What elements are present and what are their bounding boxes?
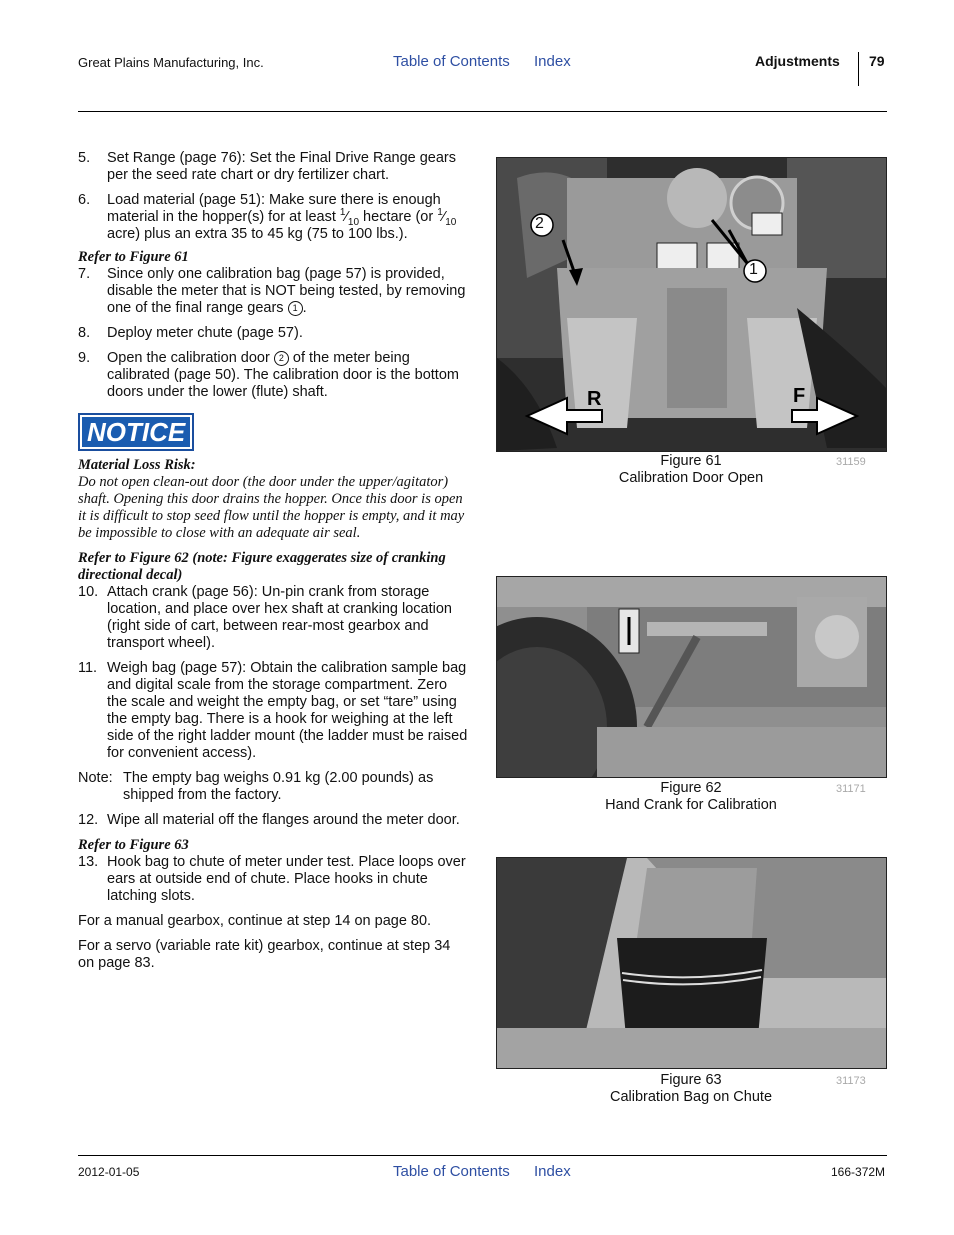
figure-61-caption	[496, 453, 886, 487]
fraction-denominator: 10	[445, 216, 457, 228]
step-number: 5.	[78, 150, 91, 166]
callout-2-label: 2	[535, 215, 544, 232]
section-title: Adjustments	[755, 53, 840, 69]
step-text-end: .	[302, 300, 307, 316]
step-9	[78, 350, 470, 401]
step-text: Since only one calibration bag (page 57) is provided, disable the meter that is NOT being tested, by removing one of the final range gears	[107, 266, 466, 316]
step-number: 10.	[78, 584, 99, 600]
figure-title: Calibration Door Open	[618, 470, 764, 486]
note-label: Note:	[78, 770, 113, 786]
step-13	[78, 854, 470, 905]
figure-id: 31173	[836, 1075, 866, 1087]
footer-rule	[78, 1155, 887, 1156]
figure-title: Calibration Bag on Chute	[609, 1089, 773, 1105]
figure-61-photo	[496, 157, 887, 452]
manual-gearbox-paragraph: For a manual gearbox, continue at step 14 on page 80.	[78, 913, 432, 929]
callout-1-label: 1	[749, 261, 758, 278]
notice-body: Do not open clean-out door (the door under the upper/agitator) shaft. Opening this door drains the hopper. Once this door is open it is difficult to stop seed flow until the hopper is empty, and it may be impossible to close with an adequate air seal.	[78, 474, 465, 541]
figure-label: Figure 62	[660, 780, 722, 796]
step-11	[78, 660, 470, 762]
header-divider	[858, 52, 859, 86]
step-text: Weigh bag (page 57): Obtain the calibration sample bag and digital scale from the storage compartment. Zero the scale and weight the empty bag, or set “tare” using the empty bag. There is a hook for weighing at the left side of the right ladder mount (the ladder must be raised for convenient access).	[107, 660, 468, 761]
figure-id: 31159	[836, 456, 866, 468]
step-text: Wipe all material off the flanges around the meter door.	[107, 812, 460, 828]
step-text: Open the calibration door	[107, 350, 274, 366]
figure-label: Figure 61	[660, 453, 722, 469]
step-8	[78, 325, 470, 342]
servo-gearbox-paragraph: For a servo (variable rate kit) gearbox, continue at step 34 on page 83.	[78, 938, 451, 971]
step-7	[78, 266, 470, 317]
step-number: 6.	[78, 192, 91, 208]
fraction-slash: ⁄	[442, 209, 446, 225]
step-5	[78, 150, 470, 184]
footer-toc-link[interactable]: Table of Contents	[393, 1163, 510, 1180]
notice-badge	[78, 413, 194, 451]
step-text: Load material (page 51): Make sure there is enough material in the hopper(s) for at least	[107, 192, 441, 225]
footer-date: 2012-01-05	[78, 1165, 140, 1179]
step-text: hectare (or	[359, 209, 438, 225]
figure-reference: Refer to Figure 62 (note: Figure exaggerates size of cranking directional decal)	[78, 550, 446, 583]
header-toc-link[interactable]: Table of Contents	[393, 53, 510, 70]
page-number: 79	[869, 53, 885, 69]
step-text: Set Range (page 76): Set the Final Drive Range gears per the seed rate chart or dry fertilizer chart.	[107, 150, 457, 183]
header-index-link[interactable]: Index	[534, 53, 571, 70]
step-text: of the meter being calibrated (page 50). The calibration door is the bottom doors under the lower (flute) shaft.	[107, 350, 459, 400]
figure-63-photo	[496, 857, 887, 1069]
step-number: 12.	[78, 812, 99, 828]
figure-label: Figure 63	[660, 1072, 722, 1088]
note	[78, 770, 470, 804]
step-12	[78, 812, 470, 829]
step-number: 8.	[78, 325, 91, 341]
rear-direction-mark: R	[587, 388, 602, 410]
step-number: 9.	[78, 350, 91, 366]
figure-62-photo	[496, 576, 887, 778]
notice-label: NOTICE	[82, 417, 190, 447]
meter-photo-illustration	[497, 158, 886, 451]
step-number: 11.	[78, 660, 98, 676]
figure-id: 31171	[836, 783, 866, 795]
company-name: Great Plains Manufacturing, Inc.	[78, 55, 264, 70]
front-direction-mark: F	[793, 385, 806, 407]
note-text: The empty bag weighs 0.91 kg (2.00 pounds) as shipped from the factory.	[123, 770, 434, 803]
step-number: 7.	[78, 266, 91, 282]
figure-reference: Refer to Figure 61	[78, 249, 189, 265]
figure-title: Hand Crank for Calibration	[605, 797, 777, 813]
step-text: acre) plus an extra 35 to 45 kg (75 to 100 lbs.).	[107, 226, 408, 242]
step-10	[78, 584, 470, 652]
instructions-column	[78, 150, 470, 980]
crank-photo-illustration	[497, 577, 886, 777]
fraction-numerator: 1	[339, 207, 346, 219]
step-6	[78, 192, 470, 243]
figure-63-caption	[496, 1072, 886, 1106]
figure-62-caption	[496, 780, 886, 814]
callout-marker: 2	[274, 351, 289, 366]
fraction-slash: ⁄	[345, 209, 348, 225]
step-text: Deploy meter chute (page 57).	[107, 325, 303, 341]
footer-doc-number: 166-372M	[831, 1165, 886, 1179]
fraction-numerator: 1	[437, 207, 443, 219]
footer-index-link[interactable]: Index	[534, 1163, 571, 1180]
header-rule	[78, 111, 887, 112]
step-number: 13.	[78, 854, 99, 870]
step-text: Hook bag to chute of meter under test. Place loops over ears at outside end of chute. Place hooks in chute latching slots.	[107, 854, 466, 904]
notice-title: Material Loss Risk:	[78, 457, 196, 473]
callout-marker: 1	[288, 301, 303, 316]
fraction-denominator: 10	[347, 216, 360, 228]
step-text: Attach crank (page 56): Un-pin crank from storage location, and place over hex shaft at cranking location (right side of cart, between rear-most gearbox and transport wheel).	[107, 584, 452, 651]
figure-reference: Refer to Figure 63	[78, 837, 189, 853]
bag-photo-illustration	[497, 858, 886, 1068]
